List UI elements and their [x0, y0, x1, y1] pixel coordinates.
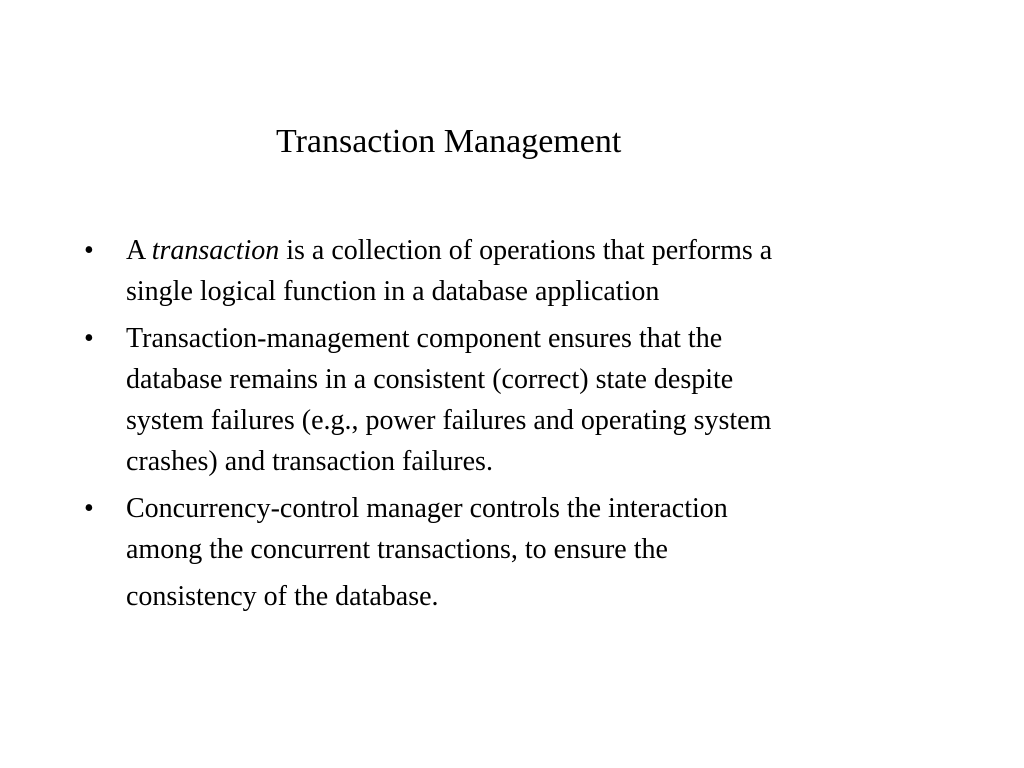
bullet-icon: • [84, 235, 94, 266]
bullet-text: Concurrency-control manager controls the interaction [126, 493, 728, 524]
bullet-text: database remains in a consistent (correct) state despite [126, 364, 734, 395]
bullet-item-transaction-definition [84, 230, 944, 312]
bullet-text-emphasis: transaction [151, 235, 280, 266]
bullet-text: single logical function in a database application [126, 276, 660, 307]
bullet-item-transaction-management [84, 318, 944, 482]
bullet-item-concurrency-control [84, 488, 944, 617]
bullet-text: Transaction-management component ensures that the [126, 323, 723, 354]
bullet-icon: • [84, 493, 94, 524]
bullet-text: is a collection of operations that performs a [279, 235, 773, 266]
slide-title: Transaction Management [276, 123, 622, 160]
bullet-text: system failures (e.g., power failures and operating system [126, 405, 772, 436]
bullet-text: crashes) and transaction failures. [126, 446, 493, 477]
bullet-text-prefix: A [126, 235, 152, 266]
bullet-icon: • [84, 323, 94, 354]
bullet-list [84, 230, 944, 617]
bullet-text: among the concurrent transactions, to ensure the [126, 534, 668, 565]
bullet-text: consistency of the database. [126, 581, 439, 612]
